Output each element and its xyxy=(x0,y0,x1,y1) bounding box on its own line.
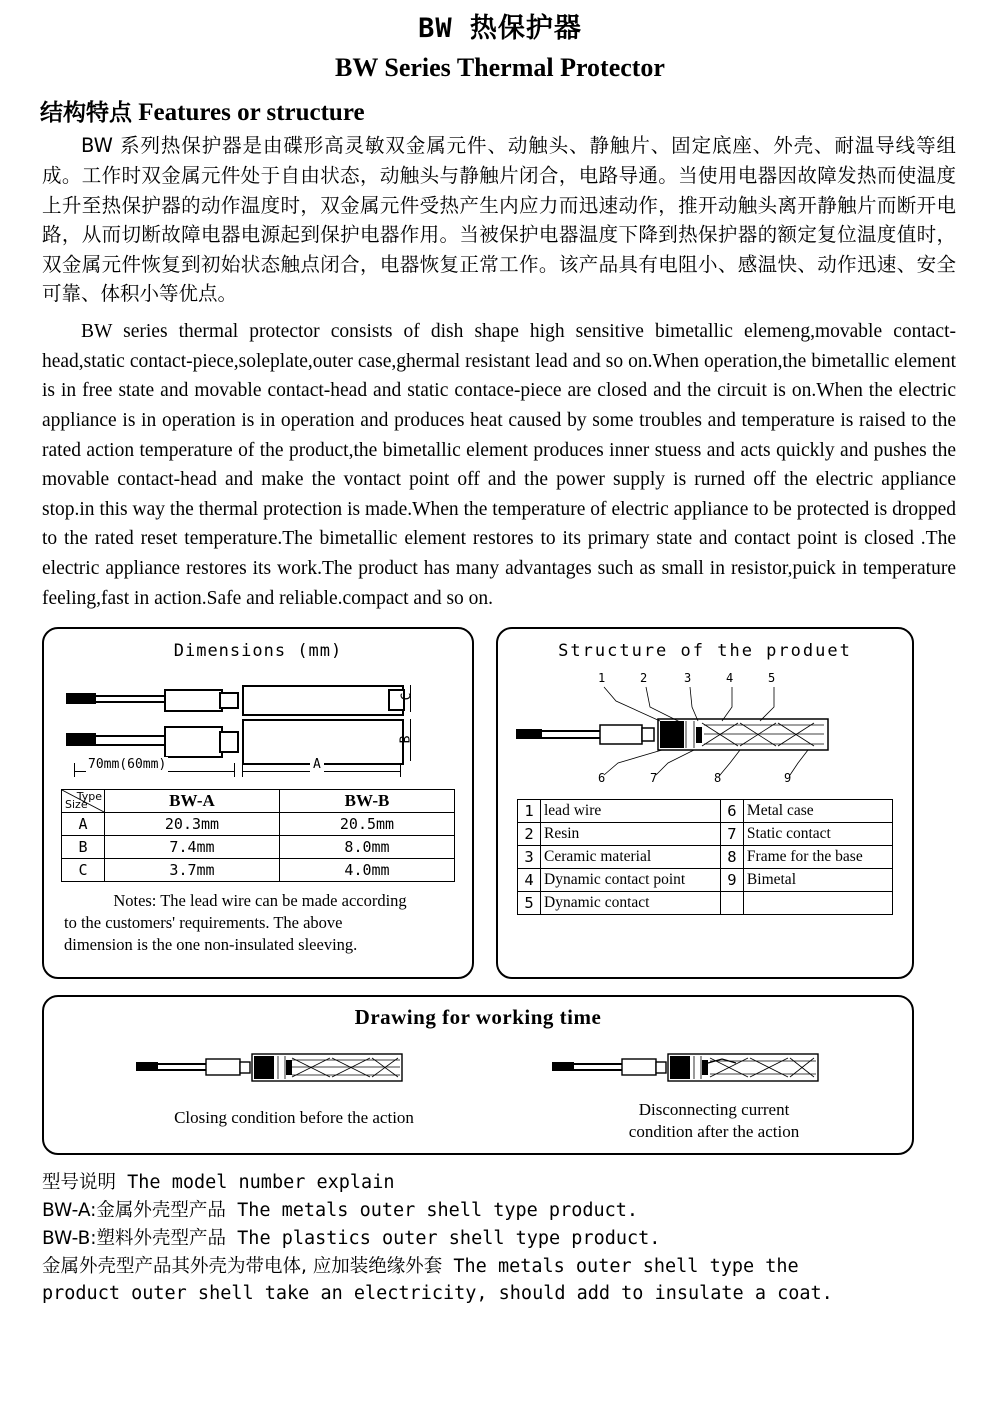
working-time-panel xyxy=(42,995,914,1155)
dimensions-notes xyxy=(64,890,456,955)
model-line-warning-en: The metals outer shell type the xyxy=(453,1255,799,1277)
callout-3: 3 xyxy=(684,671,692,686)
legend-row xyxy=(518,800,893,823)
legend-num-empty xyxy=(720,892,743,915)
a-dim-tick-right xyxy=(400,763,401,777)
cell-c-bwb: 4.0mm xyxy=(280,859,455,882)
table-row xyxy=(62,813,455,836)
lead-cap-bottom xyxy=(66,733,96,746)
legend-row xyxy=(518,869,893,892)
figure-panels xyxy=(42,627,956,979)
sleeve-bottom xyxy=(164,726,223,758)
legend-num-9: 9 xyxy=(720,869,743,892)
lead-wire-bottom-1 xyxy=(96,735,164,737)
lead-dim-tick-left xyxy=(74,763,75,777)
notes-line-2: to the customers' requirements. The above xyxy=(64,913,343,933)
callout-6: 6 xyxy=(598,771,606,786)
legend-text-9: Bimetal xyxy=(743,869,892,892)
neck-bottom xyxy=(219,731,239,753)
callout-1: 1 xyxy=(598,671,606,686)
legend-num-1: 1 xyxy=(518,800,541,823)
dimensions-panel-title: Dimensions (mm) xyxy=(173,641,343,662)
features-paragraph-cn: BW 系列热保护器是由碟形高灵敏双金属元件、动触头、静触片、固定底座、外壳、耐温导线等组成。工作时双金属元件处于自由状态，动触头与静触片闭合，电路导通。当使用电器因故障发热而使温度上升至热保护器的动作温度时，双金属元件受热产生内应力而迅速动作，推开动触头离开静触片而断开电路，从而切断故障电器电源起到保护电器作用。当被保护电器温度下降到热保护器的额定复位温度值时，双金属元件恢复到初始状态触点闭合，电器恢复正常工作。该产品具有电阻小、感温快、动作迅速、安全可靠、体积小等优点。 xyxy=(42,134,956,306)
closing-condition-caption: Closing condition before the action xyxy=(174,1108,414,1128)
notes-line-1: Notes: The lead wire can be made according xyxy=(113,891,407,911)
model-explain-heading-cn: 型号说明 xyxy=(42,1172,117,1194)
model-explain-block xyxy=(42,1169,956,1308)
callout-7: 7 xyxy=(650,771,658,786)
legend-num-7: 7 xyxy=(720,823,743,846)
callout-8: 8 xyxy=(714,771,722,786)
model-line-bwa xyxy=(42,1197,956,1225)
legend-text-5: Dynamic contact xyxy=(541,892,721,915)
row-label-c: C xyxy=(62,859,105,882)
disconnecting-caption-line-2: condition after the action xyxy=(628,1121,800,1141)
model-line-bwa-cn: BW-A:金属外壳型产品 xyxy=(42,1200,226,1222)
legend-num-8: 8 xyxy=(720,846,743,869)
model-line-warning-cont: product outer shell take an electricity, should add to insulate a coat. xyxy=(42,1283,833,1305)
lead-wire-top-2 xyxy=(96,701,164,703)
notes-line-3: dimension is the one non-insulated sleeving. xyxy=(64,934,358,954)
model-explain-heading-en: The model number explain xyxy=(127,1172,395,1194)
model-line-warning xyxy=(42,1253,956,1281)
legend-row xyxy=(518,846,893,869)
lead-cap-top xyxy=(66,693,96,704)
features-paragraph-en: BW series thermal protector consists of dish shape high sensitive bimetallic elemeng,movable contact-head,static contact-piece,soleplate,outer case,ghermal resistant lead and so on.When operation,the bimetallic element is in free state and movable contact-head and static contace-piece are closed and the circuit is on.When the electric appliance is in operation is in operation and produces heat caused by some troubles and temperature is raised to the rated action temperature of the product,the bimetallic element produces inner stuess and acts quickly and pushes the movable contact-head and make the vontact point off and the power supply is rurned off the electric appliance stop.in this way the thermal protection is made.When the temperature of electric appliance to be protected is dropped to the rated reset temperature.The bimetallic element restores to its primary state and contact point is closed .The electric appliance restores its work.The product has many advantages such as small in resistor,puick in temperature feeling,fast in action.Safe and reliable.compact and so on. xyxy=(42,321,956,609)
table-header-row xyxy=(62,790,455,813)
legend-row xyxy=(518,892,893,915)
dimensions-panel xyxy=(42,627,474,979)
legend-text-3: Ceramic material xyxy=(541,846,721,869)
table-corner-cell xyxy=(62,790,105,813)
cell-b-bwa: 7.4mm xyxy=(105,836,280,859)
structure-drawing xyxy=(508,667,902,795)
structure-panel-title: Structure of the produet xyxy=(558,641,852,662)
model-line-bwb xyxy=(42,1225,956,1253)
legend-text-1: lead wire xyxy=(541,800,721,823)
legend-row xyxy=(518,823,893,846)
disconnecting-caption-line-1: Disconnecting current xyxy=(638,1100,790,1120)
label-a: A xyxy=(310,757,324,772)
page-title-en: BW Series Thermal Protector xyxy=(335,52,665,82)
legend-text-7: Static contact xyxy=(743,823,892,846)
dimensions-drawing xyxy=(58,667,458,787)
sleeve-top xyxy=(164,689,223,712)
working-time-title: Drawing for working time xyxy=(354,1005,602,1030)
case-top xyxy=(242,685,404,716)
table-row xyxy=(62,859,455,882)
section-heading xyxy=(40,94,1000,127)
cell-a-bwb: 20.5mm xyxy=(280,813,455,836)
neck-top xyxy=(219,692,239,709)
model-line-bwa-en: The metals outer shell type product. xyxy=(237,1200,639,1222)
corner-type-label: Type xyxy=(76,790,102,804)
label-c: C xyxy=(399,692,415,701)
lead-wire-bottom-2 xyxy=(96,744,164,746)
corner-size-label: Size xyxy=(65,798,88,812)
structure-panel xyxy=(496,627,914,979)
disconnecting-condition-diagram xyxy=(550,1039,870,1099)
dimensions-table xyxy=(61,789,455,882)
legend-text-empty xyxy=(743,892,892,915)
legend-text-2: Resin xyxy=(541,823,721,846)
callout-5: 5 xyxy=(768,671,776,686)
document-page xyxy=(0,14,1000,1412)
legend-num-6: 6 xyxy=(720,800,743,823)
legend-num-5: 5 xyxy=(518,892,541,915)
model-line-bwb-cn: BW-B:塑料外壳型产品 xyxy=(42,1227,227,1249)
callout-9: 9 xyxy=(784,771,792,786)
model-line-bwb-en: The plastics outer shell type product. xyxy=(237,1227,661,1249)
a-dim-tick-left xyxy=(242,763,243,777)
cell-c-bwa: 3.7mm xyxy=(105,859,280,882)
legend-text-8: Frame for the base xyxy=(743,846,892,869)
model-explain-heading xyxy=(42,1169,956,1197)
section-heading-en: Features or structure xyxy=(138,99,365,127)
cell-a-bwa: 20.3mm xyxy=(105,813,280,836)
row-label-a: A xyxy=(62,813,105,836)
legend-num-3: 3 xyxy=(518,846,541,869)
table-col-bwa: BW-A xyxy=(105,790,280,813)
table-row xyxy=(62,836,455,859)
lead-wire-top-1 xyxy=(96,695,164,697)
cell-b-bwb: 8.0mm xyxy=(280,836,455,859)
row-label-b: B xyxy=(62,836,105,859)
page-title-cn: BW 热保护器 xyxy=(418,13,582,44)
callout-2: 2 xyxy=(640,671,648,686)
disconnecting-condition-caption xyxy=(524,1099,904,1142)
label-b: B xyxy=(398,735,414,744)
legend-text-6: Metal case xyxy=(743,800,892,823)
legend-num-4: 4 xyxy=(518,869,541,892)
legend-num-2: 2 xyxy=(518,823,541,846)
callout-4: 4 xyxy=(726,671,734,686)
lead-dim-tick-right xyxy=(234,763,235,777)
legend-text-4: Dynamic contact point xyxy=(541,869,721,892)
table-col-bwb: BW-B xyxy=(280,790,455,813)
structure-diagram-svg xyxy=(508,667,904,795)
label-lead-length: 70mm(60mm) xyxy=(88,757,167,773)
structure-legend-table xyxy=(517,799,893,915)
closing-condition-diagram xyxy=(134,1039,454,1099)
section-heading-cn: 结构特点 xyxy=(40,100,132,127)
model-line-warning-cn: 金属外壳型产品其外壳为带电体, 应加装绝缘外套 xyxy=(42,1255,443,1277)
